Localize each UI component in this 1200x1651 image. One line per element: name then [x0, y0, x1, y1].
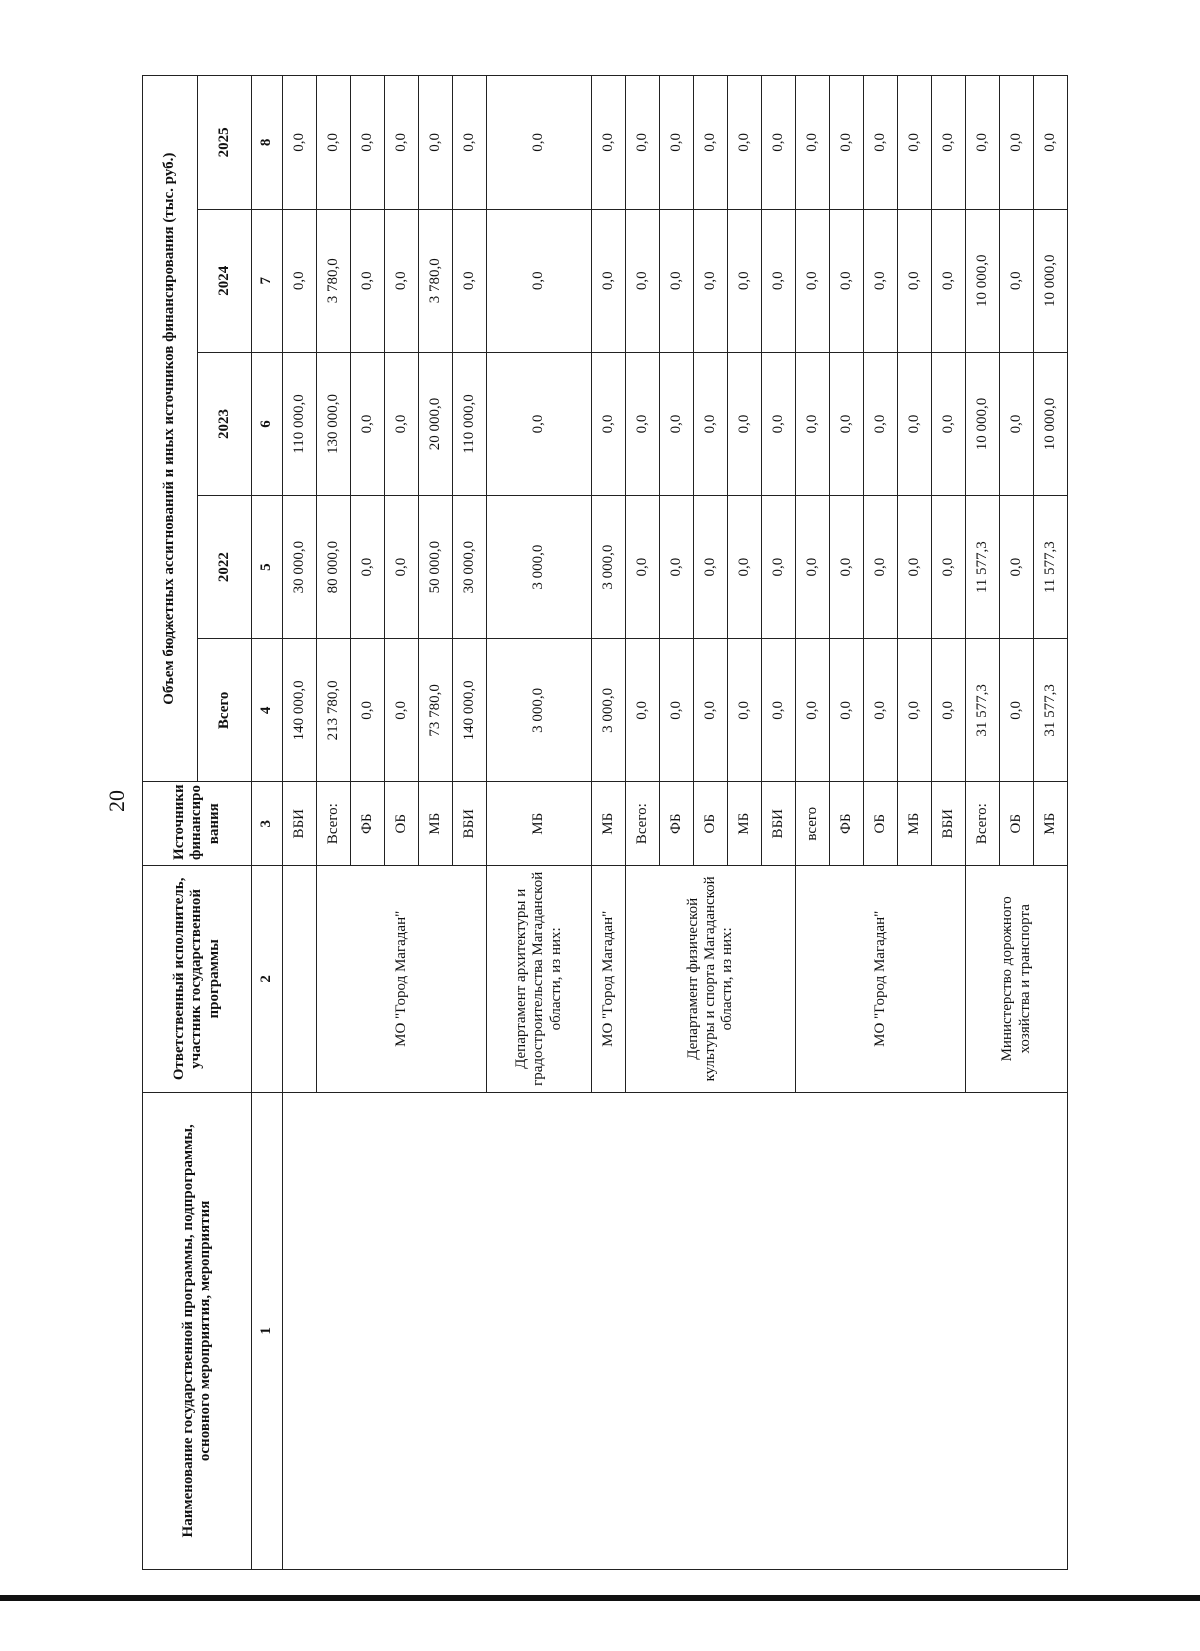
total-cell: 0,0: [898, 639, 932, 782]
y2025-cell: 0,0: [317, 76, 351, 210]
y2024-cell: 0,0: [694, 209, 728, 352]
y2023-cell: 0,0: [796, 352, 830, 495]
header-2022: 2022: [197, 496, 252, 639]
y2025-cell: 0,0: [694, 76, 728, 210]
total-cell: 0,0: [694, 639, 728, 782]
source-cell: ВБИ: [453, 782, 487, 866]
total-cell: 140 000,0: [453, 639, 487, 782]
executor-dept-sport: Департамент физической культуры и спорта Магаданской области, из них:: [626, 865, 796, 1092]
source-cell: ФБ: [351, 782, 385, 866]
y2024-cell: 0,0: [864, 209, 898, 352]
total-cell: 31 577,3: [966, 639, 1000, 782]
y2024-cell: 0,0: [796, 209, 830, 352]
total-cell: 0,0: [1000, 639, 1034, 782]
total-cell: 0,0: [830, 639, 864, 782]
y2022-cell: 30 000,0: [283, 496, 317, 639]
y2024-cell: 0,0: [728, 209, 762, 352]
page-number: 20: [104, 790, 129, 812]
executor-ministry-roads: Министерство дорожного хозяйства и транспорта: [966, 865, 1068, 1092]
y2022-cell: 0,0: [864, 496, 898, 639]
column-number: 3: [252, 782, 283, 866]
y2023-cell: 0,0: [385, 352, 419, 495]
y2025-cell: 0,0: [487, 76, 592, 210]
y2022-cell: 0,0: [385, 496, 419, 639]
program-name-cell: [283, 1092, 1068, 1569]
y2025-cell: 0,0: [1000, 76, 1034, 210]
column-number: 1: [252, 1092, 283, 1569]
source-cell: ВБИ: [932, 782, 966, 866]
source-cell: ОБ: [864, 782, 898, 866]
y2024-cell: 0,0: [453, 209, 487, 352]
total-cell: 0,0: [626, 639, 660, 782]
y2025-cell: 0,0: [932, 76, 966, 210]
y2023-cell: 10 000,0: [1034, 352, 1068, 495]
source-cell: ОБ: [1000, 782, 1034, 866]
y2023-cell: 130 000,0: [317, 352, 351, 495]
source-cell: ВБИ: [762, 782, 796, 866]
rotated-table-wrapper: [142, 75, 1058, 1570]
column-number: 5: [252, 496, 283, 639]
source-cell: МБ: [487, 782, 592, 866]
total-cell: 0,0: [932, 639, 966, 782]
header-volume: Объем бюджетных ассигнований и иных источников финансирования (тыс. руб.): [143, 76, 198, 782]
y2022-cell: 0,0: [694, 496, 728, 639]
y2025-cell: 0,0: [385, 76, 419, 210]
total-cell: 0,0: [864, 639, 898, 782]
y2025-cell: 0,0: [966, 76, 1000, 210]
table-row: [283, 76, 317, 1570]
y2023-cell: 0,0: [898, 352, 932, 495]
source-cell: Всего:: [317, 782, 351, 866]
y2023-cell: 110 000,0: [283, 352, 317, 495]
y2025-cell: 0,0: [283, 76, 317, 210]
y2022-cell: 11 577,3: [1034, 496, 1068, 639]
y2024-cell: 0,0: [1000, 209, 1034, 352]
header-2025: 2025: [197, 76, 252, 210]
scan-bottom-rule: [0, 1595, 1200, 1601]
y2023-cell: 110 000,0: [453, 352, 487, 495]
executor-mo-magadan: МО "Город Магадан": [592, 865, 626, 1092]
y2022-cell: 0,0: [728, 496, 762, 639]
y2022-cell: 0,0: [796, 496, 830, 639]
y2024-cell: 0,0: [592, 209, 626, 352]
y2023-cell: 0,0: [864, 352, 898, 495]
header-2024: 2024: [197, 209, 252, 352]
y2024-cell: 0,0: [762, 209, 796, 352]
y2024-cell: 0,0: [932, 209, 966, 352]
header-2023: 2023: [197, 352, 252, 495]
y2025-cell: 0,0: [453, 76, 487, 210]
y2024-cell: 0,0: [898, 209, 932, 352]
y2025-cell: 0,0: [762, 76, 796, 210]
y2023-cell: 0,0: [694, 352, 728, 495]
y2024-cell: 3 780,0: [419, 209, 453, 352]
source-cell: ОБ: [385, 782, 419, 866]
total-cell: 0,0: [660, 639, 694, 782]
column-number: 6: [252, 352, 283, 495]
y2023-cell: 0,0: [660, 352, 694, 495]
total-cell: 73 780,0: [419, 639, 453, 782]
y2023-cell: 0,0: [728, 352, 762, 495]
y2023-cell: 0,0: [932, 352, 966, 495]
y2022-cell: 0,0: [660, 496, 694, 639]
y2025-cell: 0,0: [660, 76, 694, 210]
y2023-cell: 0,0: [830, 352, 864, 495]
total-cell: 0,0: [796, 639, 830, 782]
source-cell: ФБ: [830, 782, 864, 866]
y2023-cell: 20 000,0: [419, 352, 453, 495]
y2025-cell: 0,0: [728, 76, 762, 210]
y2023-cell: 0,0: [487, 352, 592, 495]
source-cell: МБ: [592, 782, 626, 866]
source-cell: МБ: [1034, 782, 1068, 866]
total-cell: 3 000,0: [592, 639, 626, 782]
budget-table: [142, 75, 1068, 1570]
y2025-cell: 0,0: [830, 76, 864, 210]
header-total: Всего: [197, 639, 252, 782]
executor-cell: [283, 865, 317, 1092]
y2023-cell: 0,0: [762, 352, 796, 495]
total-cell: 0,0: [762, 639, 796, 782]
source-cell: МБ: [419, 782, 453, 866]
source-cell: всего: [796, 782, 830, 866]
y2025-cell: 0,0: [864, 76, 898, 210]
y2022-cell: 11 577,3: [966, 496, 1000, 639]
y2024-cell: 0,0: [283, 209, 317, 352]
y2022-cell: 0,0: [762, 496, 796, 639]
y2022-cell: 0,0: [898, 496, 932, 639]
y2022-cell: 0,0: [830, 496, 864, 639]
y2022-cell: 0,0: [932, 496, 966, 639]
y2024-cell: 0,0: [385, 209, 419, 352]
source-cell: ФБ: [660, 782, 694, 866]
y2022-cell: 0,0: [626, 496, 660, 639]
y2025-cell: 0,0: [626, 76, 660, 210]
column-number: 4: [252, 639, 283, 782]
total-cell: 140 000,0: [283, 639, 317, 782]
y2024-cell: 10 000,0: [966, 209, 1000, 352]
y2025-cell: 0,0: [419, 76, 453, 210]
y2025-cell: 0,0: [898, 76, 932, 210]
executor-mo-magadan: МО "Город Магадан": [317, 865, 487, 1092]
y2023-cell: 0,0: [592, 352, 626, 495]
y2022-cell: 80 000,0: [317, 496, 351, 639]
source-cell: Всего:: [966, 782, 1000, 866]
y2023-cell: 0,0: [1000, 352, 1034, 495]
column-number: 2: [252, 865, 283, 1092]
total-cell: 31 577,3: [1034, 639, 1068, 782]
source-cell: ВБИ: [283, 782, 317, 866]
y2023-cell: 0,0: [626, 352, 660, 495]
total-cell: 0,0: [351, 639, 385, 782]
header-source: Источники финансиро вания: [143, 782, 252, 866]
header-name: Наименование государственной программы, подпрограммы, основного мероприятия, мероприятия: [143, 1092, 252, 1569]
total-cell: 0,0: [728, 639, 762, 782]
total-cell: 213 780,0: [317, 639, 351, 782]
y2022-cell: 30 000,0: [453, 496, 487, 639]
y2025-cell: 0,0: [592, 76, 626, 210]
y2022-cell: 3 000,0: [487, 496, 592, 639]
column-number: 8: [252, 76, 283, 210]
y2023-cell: 0,0: [351, 352, 385, 495]
total-cell: 0,0: [385, 639, 419, 782]
y2022-cell: 3 000,0: [592, 496, 626, 639]
y2024-cell: 0,0: [351, 209, 385, 352]
header-executor: Ответственный исполнитель, участник государственной программы: [143, 865, 252, 1092]
y2024-cell: 0,0: [830, 209, 864, 352]
source-cell: ОБ: [694, 782, 728, 866]
y2025-cell: 0,0: [1034, 76, 1068, 210]
y2022-cell: 0,0: [1000, 496, 1034, 639]
source-cell: МБ: [898, 782, 932, 866]
y2022-cell: 50 000,0: [419, 496, 453, 639]
total-cell: 3 000,0: [487, 639, 592, 782]
column-number: 7: [252, 209, 283, 352]
source-cell: Всего:: [626, 782, 660, 866]
y2024-cell: 0,0: [626, 209, 660, 352]
y2024-cell: 3 780,0: [317, 209, 351, 352]
executor-dept-architecture: Департамент архитектуры и градостроительства Магаданской области, из них:: [487, 865, 592, 1092]
y2023-cell: 10 000,0: [966, 352, 1000, 495]
executor-mo-magadan: МО "Город Магадан": [796, 865, 966, 1092]
y2022-cell: 0,0: [351, 496, 385, 639]
y2024-cell: 10 000,0: [1034, 209, 1068, 352]
y2024-cell: 0,0: [487, 209, 592, 352]
y2025-cell: 0,0: [351, 76, 385, 210]
y2024-cell: 0,0: [660, 209, 694, 352]
y2025-cell: 0,0: [796, 76, 830, 210]
source-cell: МБ: [728, 782, 762, 866]
